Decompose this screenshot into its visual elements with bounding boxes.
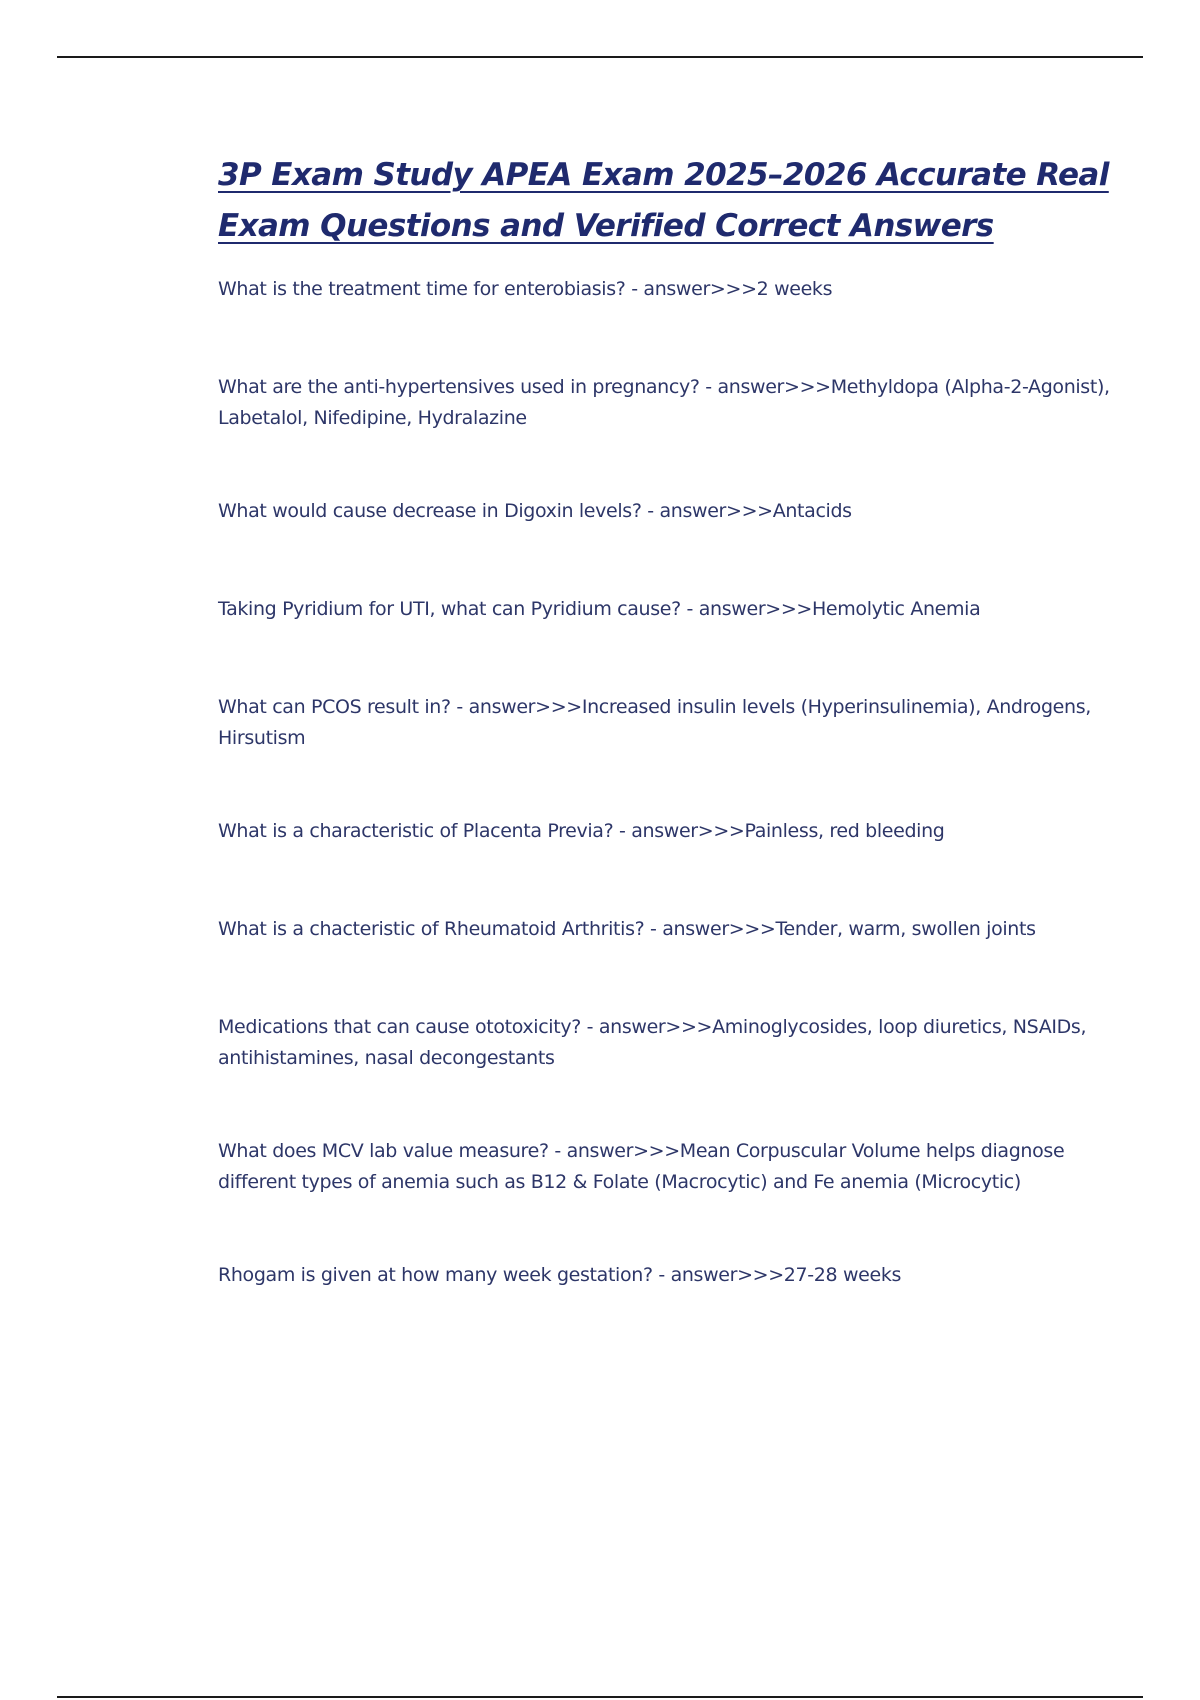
qa-item: What are the anti-hypertensives used in pregnancy? - answer>>>Methyldopa (Alpha-2-Agonist), Labetalol, Nifedipine, Hydralazine [218,376,1110,429]
qa-item: What does MCV lab value measure? - answer>>>Mean Corpuscular Volume helps diagnose different types of anemia such as B12 & Folate (Macrocytic) and Fe anemia (Microcytic) [218,1140,1065,1193]
footer-rule [57,1696,1143,1698]
qa-item: What can PCOS result in? - answer>>>Increased insulin levels (Hyperinsulinemia), Androgens, Hirsutism [218,696,1091,749]
qa-item: Rhogam is given at how many week gestation? - answer>>>27-28 weeks [218,1264,902,1286]
qa-list [218,274,1118,1291]
qa-item: Medications that can cause ototoxicity? - answer>>>Aminoglycosides, loop diuretics, NSAIDs, antihistamines, nasal decongestants [218,1016,1087,1069]
document-body [218,150,1118,1291]
qa-item: What is a characteristic of Placenta Previa? - answer>>>Painless, red bleeding [218,820,945,842]
header-rule [57,56,1143,58]
qa-item: What is a chacteristic of Rheumatoid Arthritis? - answer>>>Tender, warm, swollen joints [218,918,1036,940]
qa-item: What would cause decrease in Digoxin levels? - answer>>>Antacids [218,500,852,522]
qa-item: What is the treatment time for enterobiasis? - answer>>>2 weeks [218,278,833,300]
qa-item: Taking Pyridium for UTI, what can Pyridium cause? - answer>>>Hemolytic Anemia [218,598,981,620]
document-title: 3P Exam Study APEA Exam 2025–2026 Accurate Real Exam Questions and Verified Correct Answers [218,157,1109,244]
